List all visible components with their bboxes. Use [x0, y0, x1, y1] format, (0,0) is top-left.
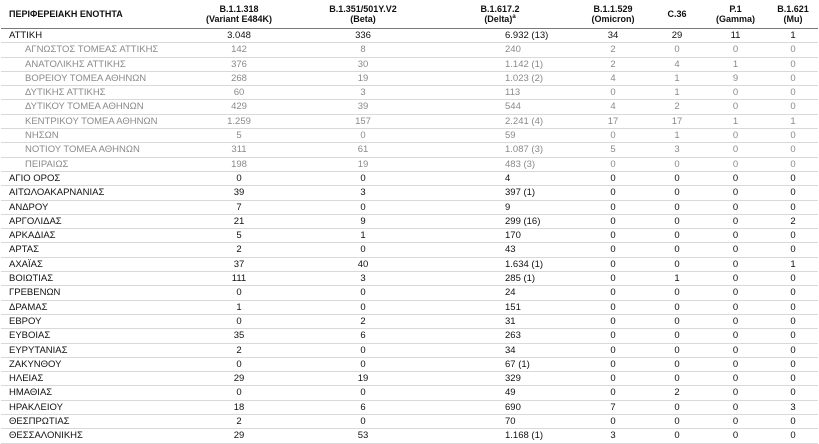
cell-value: 0 — [768, 272, 818, 286]
cell-value: 240 — [425, 43, 575, 57]
cell-value: 0 — [768, 143, 818, 157]
cell-value: 0 — [177, 286, 301, 300]
cell-value: 142 — [177, 43, 301, 57]
cell-value: 17 — [575, 114, 651, 128]
table-row — [1, 114, 818, 128]
cell-value: 2.241 (4) — [425, 114, 575, 128]
table-row — [1, 100, 818, 114]
table-row — [1, 43, 818, 57]
region-name: ΕΒΡΟΥ — [1, 314, 177, 328]
cell-value: 0 — [703, 343, 768, 357]
table-row — [1, 129, 818, 143]
cell-value: 34 — [575, 29, 651, 43]
region-name: ΗΛΕΙΑΣ — [1, 372, 177, 386]
cell-value: 37 — [177, 257, 301, 271]
cell-value: 0 — [703, 300, 768, 314]
region-name: ΑΤΤΙΚΗ — [1, 29, 177, 43]
header-line2: (Mu) — [783, 14, 803, 24]
cell-value: 0 — [703, 129, 768, 143]
cell-value: 0 — [301, 243, 425, 257]
cell-value: 19 — [301, 71, 425, 85]
region-name: ΕΥΡΥΤΑΝΙΑΣ — [1, 343, 177, 357]
cell-value: 0 — [575, 372, 651, 386]
table-row — [1, 29, 818, 43]
cell-value: 0 — [768, 329, 818, 343]
cell-value: 31 — [425, 314, 575, 328]
cell-value: 0 — [703, 357, 768, 371]
cell-value: 61 — [301, 143, 425, 157]
header-variant-3 — [425, 0, 575, 29]
cell-value: 113 — [425, 86, 575, 100]
cell-value: 0 — [768, 129, 818, 143]
region-name: ΑΝΑΤΟΛΙΚΗΣ ΑΤΤΙΚΗΣ — [1, 57, 177, 71]
cell-value: 59 — [425, 129, 575, 143]
cell-value: 0 — [768, 300, 818, 314]
cell-value: 0 — [651, 229, 703, 243]
cell-value: 0 — [703, 314, 768, 328]
cell-value: 0 — [575, 171, 651, 185]
cell-value: 30 — [301, 57, 425, 71]
header-footnote-mark: a — [512, 14, 516, 20]
cell-value: 0 — [768, 314, 818, 328]
cell-value: 0 — [768, 357, 818, 371]
cell-value: 0 — [768, 86, 818, 100]
cell-value: 2 — [301, 314, 425, 328]
cell-value: 0 — [651, 357, 703, 371]
cell-value: 0 — [575, 286, 651, 300]
cell-value: 2 — [177, 415, 301, 429]
cell-value: 0 — [301, 300, 425, 314]
region-name: ΕΥΒΟΙΑΣ — [1, 329, 177, 343]
header-line1: B.1.621 — [777, 4, 809, 14]
cell-value: 0 — [575, 415, 651, 429]
table-row — [1, 143, 818, 157]
header-variant-5 — [651, 0, 703, 29]
cell-value: 0 — [768, 372, 818, 386]
cell-value: 0 — [651, 343, 703, 357]
table-row — [1, 415, 818, 429]
cell-value: 0 — [651, 429, 703, 443]
cell-value: 40 — [301, 257, 425, 271]
cell-value: 1.168 (1) — [425, 429, 575, 443]
header-line2: (Variant E484K) — [205, 14, 273, 24]
cell-value: 1 — [703, 57, 768, 71]
cell-value: 0 — [575, 300, 651, 314]
table-row — [1, 286, 818, 300]
region-name: ΔΥΤΙΚΟΥ ΤΟΜΕΑ ΑΘΗΝΩΝ — [1, 100, 177, 114]
cell-value: 70 — [425, 415, 575, 429]
cell-value: 3 — [768, 400, 818, 414]
region-name: ΚΕΝΤΡΙΚΟΥ ΤΟΜΕΑ ΑΘΗΝΩΝ — [1, 114, 177, 128]
cell-value: 1 — [651, 272, 703, 286]
cell-value: 0 — [768, 186, 818, 200]
cell-value: 0 — [651, 286, 703, 300]
cell-value: 0 — [703, 43, 768, 57]
cell-value: 0 — [768, 157, 818, 171]
cell-value: 1 — [651, 71, 703, 85]
cell-value: 1 — [768, 29, 818, 43]
cell-value: 29 — [177, 372, 301, 386]
cell-value: 157 — [301, 114, 425, 128]
cell-value: 0 — [768, 171, 818, 185]
header-variant-6 — [703, 0, 768, 29]
cell-value: 29 — [177, 429, 301, 443]
cell-value: 3 — [301, 86, 425, 100]
cell-value: 0 — [768, 43, 818, 57]
cell-value: 0 — [768, 343, 818, 357]
cell-value: 4 — [575, 71, 651, 85]
table-row — [1, 229, 818, 243]
cell-value: 1 — [651, 86, 703, 100]
cell-value: 311 — [177, 143, 301, 157]
cell-value: 2 — [651, 386, 703, 400]
cell-value: 0 — [703, 200, 768, 214]
cell-value: 0 — [575, 229, 651, 243]
region-name: ΘΕΣΠΡΩΤΙΑΣ — [1, 415, 177, 429]
region-name: ΝΗΣΩΝ — [1, 129, 177, 143]
region-name: ΑΧΑΪΑΣ — [1, 257, 177, 271]
cell-value: 0 — [703, 171, 768, 185]
cell-value: 0 — [703, 157, 768, 171]
header-line1: C.36 — [667, 9, 687, 19]
header-line2: (Omicron) — [591, 14, 635, 24]
cell-value: 170 — [425, 229, 575, 243]
table-row — [1, 157, 818, 171]
header-line2: (Gamma) — [715, 14, 755, 24]
cell-value: 690 — [425, 400, 575, 414]
region-name: ΘΕΣΣΑΛΟΝΙΚΗΣ — [1, 429, 177, 443]
cell-value: 0 — [703, 243, 768, 257]
table-row — [1, 314, 818, 328]
header-variant-2 — [301, 0, 425, 29]
table-row — [1, 86, 818, 100]
cell-value: 0 — [651, 300, 703, 314]
cell-value: 7 — [177, 200, 301, 214]
region-name: ΑΓΝΩΣΤΟΣ ΤΟΜΕΑΣ ΑΤΤΙΚΗΣ — [1, 43, 177, 57]
variants-table — [1, 0, 818, 444]
cell-value: 0 — [301, 200, 425, 214]
cell-value: 268 — [177, 71, 301, 85]
cell-value: 21 — [177, 214, 301, 228]
cell-value: 429 — [177, 100, 301, 114]
cell-value: 1 — [651, 129, 703, 143]
cell-value: 0 — [768, 286, 818, 300]
cell-value: 0 — [703, 143, 768, 157]
cell-value: 2 — [177, 343, 301, 357]
cell-value: 4 — [651, 57, 703, 71]
cell-value: 1.087 (3) — [425, 143, 575, 157]
header-line1: B.1.351/501Y.V2 — [329, 4, 397, 14]
cell-value: 0 — [703, 186, 768, 200]
table-body — [1, 29, 818, 444]
cell-value: 0 — [703, 272, 768, 286]
region-name: ΔΥΤΙΚΗΣ ΑΤΤΙΚΗΣ — [1, 86, 177, 100]
cell-value: 3 — [575, 429, 651, 443]
region-name: ΒΟΙΩΤΙΑΣ — [1, 272, 177, 286]
cell-value: 483 (3) — [425, 157, 575, 171]
cell-value: 1 — [768, 257, 818, 271]
cell-value: 376 — [177, 57, 301, 71]
cell-value: 0 — [651, 314, 703, 328]
region-name: ΑΙΤΩΛΟΑΚΑΡΝΑΝΙΑΣ — [1, 186, 177, 200]
header-variant-4 — [575, 0, 651, 29]
table-row — [1, 272, 818, 286]
cell-value: 0 — [575, 243, 651, 257]
table-row — [1, 372, 818, 386]
cell-value: 0 — [651, 400, 703, 414]
header-line2: (Beta) — [350, 14, 376, 24]
cell-value: 8 — [301, 43, 425, 57]
cell-value: 67 (1) — [425, 357, 575, 371]
cell-value: 2 — [575, 43, 651, 57]
table-row — [1, 257, 818, 271]
header-line1: B.1.1.318 — [219, 4, 259, 14]
header-variant-7 — [768, 0, 818, 29]
region-name: ΔΡΑΜΑΣ — [1, 300, 177, 314]
cell-value: 1 — [301, 229, 425, 243]
cell-value: 17 — [651, 114, 703, 128]
cell-value: 0 — [575, 186, 651, 200]
cell-value: 0 — [768, 100, 818, 114]
cell-value: 1 — [703, 114, 768, 128]
cell-value: 0 — [768, 57, 818, 71]
cell-value: 0 — [575, 214, 651, 228]
table-row — [1, 357, 818, 371]
cell-value: 0 — [301, 129, 425, 143]
cell-value: 4 — [425, 171, 575, 185]
cell-value: 0 — [703, 429, 768, 443]
cell-value: 2 — [768, 214, 818, 228]
cell-value: 0 — [575, 357, 651, 371]
cell-value: 0 — [575, 86, 651, 100]
cell-value: 0 — [703, 214, 768, 228]
cell-value: 2 — [177, 243, 301, 257]
cell-value: 0 — [651, 329, 703, 343]
cell-value: 39 — [301, 100, 425, 114]
header-line1: B.1.1.529 — [593, 4, 633, 14]
table-row — [1, 71, 818, 85]
cell-value: 9 — [301, 214, 425, 228]
cell-value: 35 — [177, 329, 301, 343]
cell-value: 11 — [703, 29, 768, 43]
cell-value: 0 — [651, 214, 703, 228]
cell-value: 0 — [768, 415, 818, 429]
cell-value: 0 — [301, 415, 425, 429]
cell-value: 0 — [301, 286, 425, 300]
cell-value: 0 — [768, 200, 818, 214]
cell-value: 6.932 (13) — [425, 29, 575, 43]
cell-value: 0 — [651, 43, 703, 57]
table-row — [1, 429, 818, 443]
cell-value: 1 — [768, 114, 818, 128]
cell-value: 0 — [651, 200, 703, 214]
cell-value: 34 — [425, 343, 575, 357]
cell-value: 3 — [301, 186, 425, 200]
cell-value: 0 — [651, 157, 703, 171]
cell-value: 3 — [301, 272, 425, 286]
cell-value: 1 — [177, 300, 301, 314]
cell-value: 60 — [177, 86, 301, 100]
table-row — [1, 300, 818, 314]
table-row — [1, 171, 818, 185]
cell-value: 0 — [651, 186, 703, 200]
header-line1: ΠΕΡΙΦΕΡΕΙΑΚΗ ΕΝΟΤΗΤΑ — [9, 9, 123, 19]
cell-value: 43 — [425, 243, 575, 257]
header-variant-1 — [177, 0, 301, 29]
cell-value: 0 — [575, 343, 651, 357]
cell-value: 3.048 — [177, 29, 301, 43]
region-name: ΑΓΙΟ ΟΡΟΣ — [1, 171, 177, 185]
cell-value: 0 — [575, 129, 651, 143]
region-name: ΠΕΙΡΑΙΩΣ — [1, 157, 177, 171]
cell-value: 0 — [301, 171, 425, 185]
cell-value: 1.259 — [177, 114, 301, 128]
cell-value: 0 — [651, 257, 703, 271]
cell-value: 151 — [425, 300, 575, 314]
table-row — [1, 386, 818, 400]
cell-value: 0 — [703, 415, 768, 429]
cell-value: 0 — [703, 229, 768, 243]
cell-value: 0 — [177, 314, 301, 328]
cell-value: 29 — [651, 29, 703, 43]
cell-value: 0 — [575, 200, 651, 214]
cell-value: 111 — [177, 272, 301, 286]
cell-value: 5 — [177, 229, 301, 243]
table-row — [1, 329, 818, 343]
cell-value: 0 — [301, 343, 425, 357]
cell-value: 5 — [177, 129, 301, 143]
cell-value: 18 — [177, 400, 301, 414]
cell-value: 0 — [703, 286, 768, 300]
region-name: ΗΡΑΚΛΕΙΟΥ — [1, 400, 177, 414]
cell-value: 6 — [301, 400, 425, 414]
region-name: ΑΝΔΡΟΥ — [1, 200, 177, 214]
cell-value: 0 — [768, 243, 818, 257]
table-row — [1, 243, 818, 257]
cell-value: 1.023 (2) — [425, 71, 575, 85]
cell-value: 0 — [768, 429, 818, 443]
region-name: ΝΟΤΙΟΥ ΤΟΜΕΑ ΑΘΗΝΩΝ — [1, 143, 177, 157]
cell-value: 263 — [425, 329, 575, 343]
cell-value: 0 — [575, 386, 651, 400]
cell-value: 19 — [301, 157, 425, 171]
cell-value: 24 — [425, 286, 575, 300]
cell-value: 0 — [703, 386, 768, 400]
cell-value: 336 — [301, 29, 425, 43]
cell-value: 0 — [177, 386, 301, 400]
cell-value: 0 — [575, 329, 651, 343]
table-row — [1, 186, 818, 200]
cell-value: 0 — [177, 171, 301, 185]
table-row — [1, 57, 818, 71]
cell-value: 7 — [575, 400, 651, 414]
cell-value: 397 (1) — [425, 186, 575, 200]
region-name: ΒΟΡΕΙΟΥ ΤΟΜΕΑ ΑΘΗΝΩΝ — [1, 71, 177, 85]
cell-value: 0 — [703, 86, 768, 100]
cell-value: 53 — [301, 429, 425, 443]
cell-value: 9 — [425, 200, 575, 214]
cell-value: 0 — [651, 415, 703, 429]
cell-value: 0 — [575, 272, 651, 286]
cell-value: 3 — [651, 143, 703, 157]
cell-value: 4 — [575, 100, 651, 114]
header-region — [1, 0, 177, 29]
cell-value: 0 — [575, 157, 651, 171]
cell-value: 19 — [301, 372, 425, 386]
cell-value: 2 — [651, 100, 703, 114]
region-name: ΖΑΚΥΝΘΟΥ — [1, 357, 177, 371]
cell-value: 0 — [703, 372, 768, 386]
header-row — [1, 0, 818, 29]
cell-value: 0 — [651, 372, 703, 386]
table-row — [1, 200, 818, 214]
cell-value: 0 — [703, 257, 768, 271]
cell-value: 49 — [425, 386, 575, 400]
cell-value: 1.634 (1) — [425, 257, 575, 271]
cell-value: 0 — [301, 357, 425, 371]
cell-value: 0 — [703, 329, 768, 343]
region-name: ΑΡΚΑΔΙΑΣ — [1, 229, 177, 243]
cell-value: 2 — [575, 57, 651, 71]
table-row — [1, 214, 818, 228]
cell-value: 198 — [177, 157, 301, 171]
region-name: ΓΡΕΒΕΝΩΝ — [1, 286, 177, 300]
cell-value: 285 (1) — [425, 272, 575, 286]
cell-value: 544 — [425, 100, 575, 114]
cell-value: 6 — [301, 329, 425, 343]
cell-value: 5 — [575, 143, 651, 157]
region-name: ΑΡΓΟΛΙΔΑΣ — [1, 214, 177, 228]
cell-value: 1.142 (1) — [425, 57, 575, 71]
cell-value: 0 — [768, 71, 818, 85]
cell-value: 0 — [301, 386, 425, 400]
header-line1: B.1.617.2 — [480, 4, 520, 14]
cell-value: 39 — [177, 186, 301, 200]
cell-value: 0 — [575, 257, 651, 271]
cell-value: 0 — [177, 357, 301, 371]
cell-value: 0 — [703, 400, 768, 414]
table-row — [1, 400, 818, 414]
cell-value: 329 — [425, 372, 575, 386]
cell-value: 0 — [768, 229, 818, 243]
cell-value: 299 (16) — [425, 214, 575, 228]
cell-value: 0 — [651, 171, 703, 185]
cell-value: 9 — [703, 71, 768, 85]
region-name: ΗΜΑΘΙΑΣ — [1, 386, 177, 400]
region-name: ΑΡΤΑΣ — [1, 243, 177, 257]
cell-value: 0 — [768, 386, 818, 400]
cell-value: 0 — [651, 243, 703, 257]
header-line2: (Delta) — [484, 14, 513, 24]
table-row — [1, 343, 818, 357]
cell-value: 0 — [703, 100, 768, 114]
header-line1: P.1 — [729, 4, 742, 14]
cell-value: 0 — [575, 314, 651, 328]
